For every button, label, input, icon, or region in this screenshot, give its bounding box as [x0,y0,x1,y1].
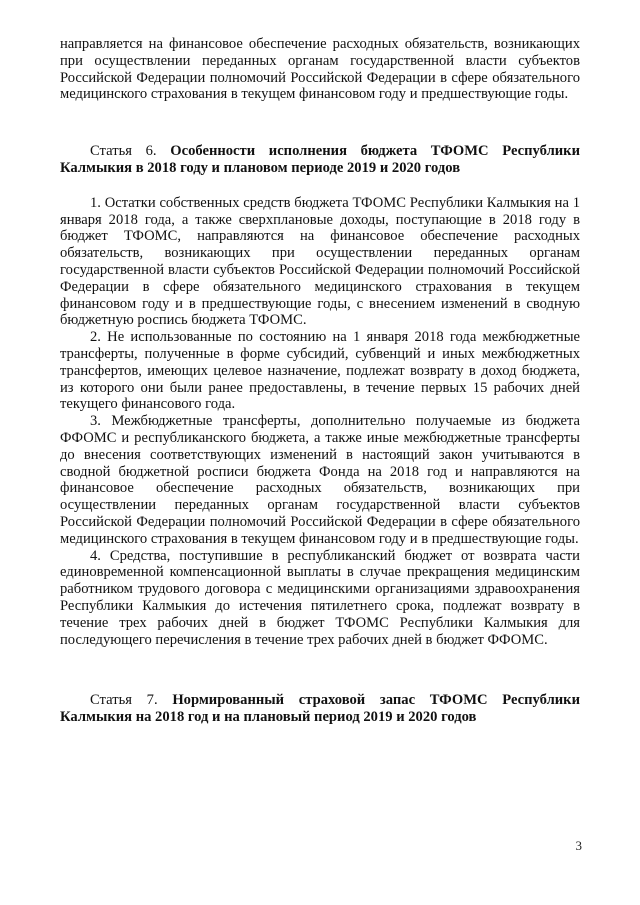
spacer [60,177,580,195]
page-number: 3 [575,838,582,853]
article-7-heading [60,692,580,726]
article-6-title: Особенности исполнения бюджета ТФОМС Республики Калмыкия в 2018 году и плановом периоде 2019 и 2020 годов [60,143,580,176]
article-6-paragraph-4: 4. Средства, поступившие в республиканский бюджет от возврата части единовременной компенсационной выплаты в случае прекращения медицинским работником трудового договора с медицинскими организациями здравоохранения Республики Калмыкия до истечения пятилетнего срока, подлежат возврату в течение трех рабочих дней в бюджет ТФОМС Республики Калмыкия для последующего перечисления в течение трех рабочих дней в бюджет ФФОМС. [60,547,580,648]
article-6-paragraph-2: 2. Не использованные по состоянию на 1 января 2018 года межбюджетные трансферты, полученные в форме субсидий, субвенций и иных межбюджетных трансфертов, имеющих целевое назначение, подлежат возврату в доход бюджета, из которого они были ранее предоставлены, в течение первых 15 рабочих дней текущего финансового года. [60,329,580,413]
document-body [60,36,580,726]
article-6-paragraph-3: 3. Межбюджетные трансферты, дополнительно получаемые из бюджета ФФОМС и республиканского бюджета, а также иные межбюджетные трансферты до внесения соответствующих изменений в настоящий закон учитываются в сводной бюджетной росписи бюджета Фонда на 2018 год и направляются на финансовое обеспечение расходных обязательств, возникающих при осуществлении переданных органам государственной власти субъектов Российской Федерации полномочий Российской Федерации в сфере обязательного медицинского страхования в текущем финансовом году и в предшествующие годы. [60,413,580,547]
spacer [60,103,580,143]
article-7-label: Статья 7. [90,692,158,709]
article-6-heading [60,143,580,177]
article-7-title: Нормированный страховой запас ТФОМС Республики Калмыкия на 2018 год и на плановый период 2019 и 2020 годов [60,692,580,726]
spacer [60,648,580,692]
article-6-label: Статья 6. [90,143,157,160]
article-6-paragraph-1: 1. Остатки собственных средств бюджета ТФОМС Республики Калмыкия на 1 января 2018 года, а также сверхплановые доходы, поступающие в 2018 году в бюджет ТФОМС, направляются на финансовое обеспечение расходных обязательств, возникающих при осуществлении переданных органам государственной власти субъектов Российской Федерации полномочий Российской Федерации в сфере обязательного медицинского страхования в текущем финансовом году и в предшествующие годы, с внесением изменений в сводную бюджетную роспись бюджета ТФОМС. [60,194,580,329]
intro-paragraph: направляется на финансовое обеспечение расходных обязательств, возникающих при осуществлении переданных органам государственной власти субъектов Российской Федерации полномочий Российской Федерации в сфере обязательного медицинского страхования в текущем финансовом году и предшествующие годы. [60,36,580,103]
